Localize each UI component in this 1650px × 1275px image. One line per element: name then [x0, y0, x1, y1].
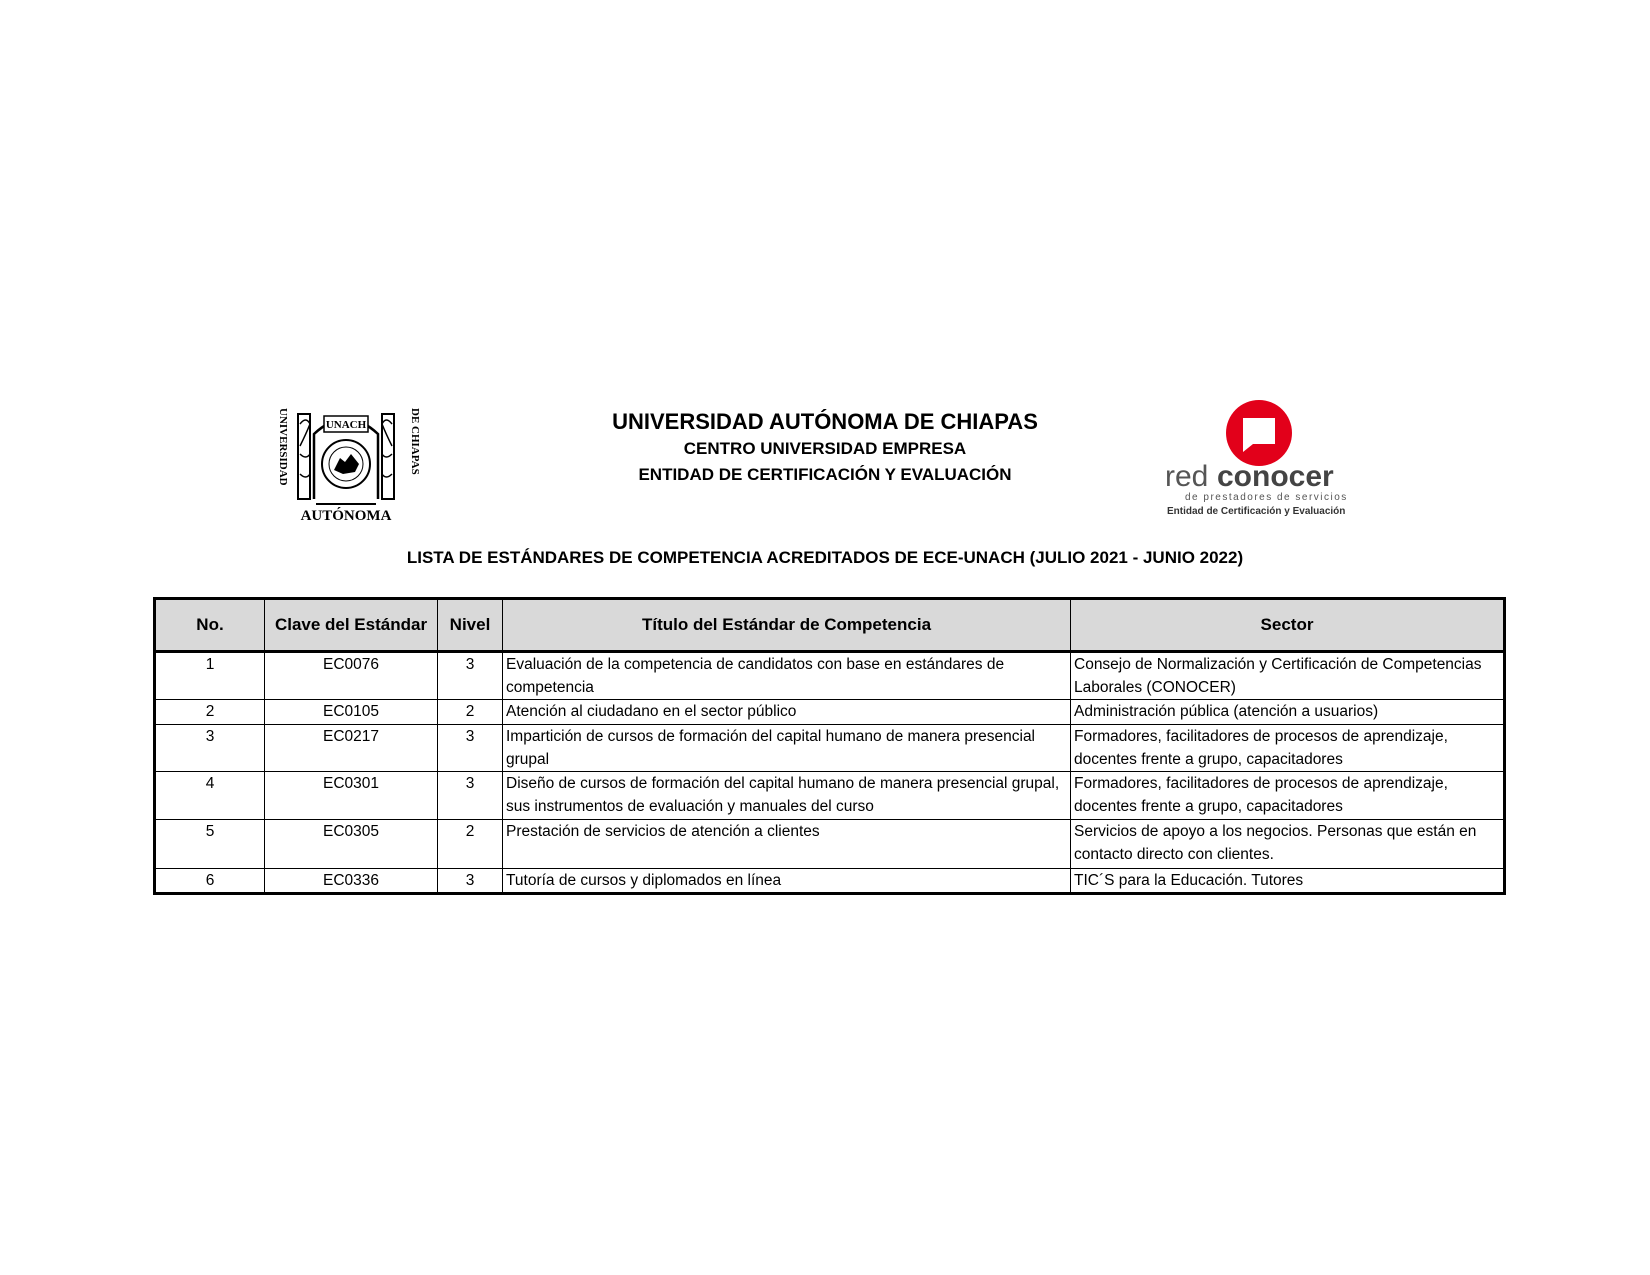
cell-no: 2 — [155, 700, 265, 725]
center-name: CENTRO UNIVERSIDAD EMPRESA — [683, 439, 967, 458]
cell-nivel: 3 — [438, 652, 503, 700]
document-header — [560, 408, 1090, 488]
cell-titulo: Evaluación de la competencia de candidatos con base en estándares de competencia — [503, 652, 1071, 700]
cell-nivel: 2 — [438, 700, 503, 725]
document-title: LISTA DE ESTÁNDARES DE COMPETENCIA ACREDITADOS DE ECE-UNACH (JULIO 2021 - JUNIO 2022) — [406, 548, 1244, 567]
table-row — [155, 820, 1505, 869]
table-header-row — [155, 599, 1505, 652]
logo-red-prefix: red — [1165, 460, 1209, 493]
cell-titulo: Prestación de servicios de atención a clientes — [503, 820, 1071, 869]
cell-sector: TIC´S para la Educación. Tutores — [1071, 869, 1505, 894]
cell-sector: Administración pública (atención a usuarios) — [1071, 700, 1505, 725]
header-nivel: Nivel — [438, 599, 503, 652]
cell-no: 4 — [155, 772, 265, 820]
cell-no: 3 — [155, 725, 265, 772]
cell-clave: EC0105 — [265, 700, 438, 725]
cell-titulo: Diseño de cursos de formación del capital humano de manera presencial grupal, sus instrumentos de evaluación y manuales del curso — [503, 772, 1071, 820]
cell-nivel: 2 — [438, 820, 503, 869]
cell-nivel: 3 — [438, 725, 503, 772]
header-clave: Clave del Estándar — [265, 599, 438, 652]
logo-red-line2: Entidad de Certificación y Evaluación — [1167, 506, 1346, 517]
cell-titulo: Tutoría de cursos y diplomados en línea — [503, 869, 1071, 894]
cell-nivel: 3 — [438, 772, 503, 820]
cell-sector: Formadores, facilitadores de procesos de aprendizaje, docentes frente a grupo, capacitadores — [1071, 772, 1505, 820]
cell-clave: EC0336 — [265, 869, 438, 894]
red-conocer-logo — [1165, 398, 1387, 520]
unach-logo — [276, 404, 421, 524]
table-row — [155, 652, 1505, 700]
cell-sector: Formadores, facilitadores de procesos de aprendizaje, docentes frente a grupo, capacitadores — [1071, 725, 1505, 772]
table-row — [155, 725, 1505, 772]
cell-sector: Servicios de apoyo a los negocios. Personas que están en contacto directo con clientes. — [1071, 820, 1505, 869]
table-row — [155, 772, 1505, 820]
cell-titulo: Atención al ciudadano en el sector público — [503, 700, 1071, 725]
table-row — [155, 869, 1505, 894]
entity-name: ENTIDAD DE CERTIFICACIÓN Y EVALUACIÓN — [638, 465, 1012, 484]
table-row — [155, 700, 1505, 725]
university-name: UNIVERSIDAD AUTÓNOMA DE CHIAPAS — [612, 409, 1038, 434]
cell-sector: Consejo de Normalización y Certificación de Competencias Laborales (CONOCER) — [1071, 652, 1505, 700]
logo-red-brand: conocer — [1217, 460, 1334, 493]
header-sector: Sector — [1071, 599, 1505, 652]
cell-clave: EC0217 — [265, 725, 438, 772]
cell-no: 6 — [155, 869, 265, 894]
cell-clave: EC0301 — [265, 772, 438, 820]
header-no: No. — [155, 599, 265, 652]
cell-no: 5 — [155, 820, 265, 869]
cell-nivel: 3 — [438, 869, 503, 894]
cell-titulo: Impartición de cursos de formación del capital humano de manera presencial grupal — [503, 725, 1071, 772]
logo-unach-shield-text: UNACH — [325, 419, 367, 431]
cell-clave: EC0305 — [265, 820, 438, 869]
standards-table — [153, 597, 1506, 895]
logo-unach-bottom-text: AUTÓNOMA — [300, 508, 392, 524]
logo-red-line1: de prestadores de servicios — [1185, 492, 1348, 503]
header-titulo: Título del Estándar de Competencia — [503, 599, 1071, 652]
logo-unach-right-text: DE CHIAPAS — [409, 408, 421, 475]
logo-unach-left-text: UNIVERSIDAD — [277, 408, 289, 486]
cell-no: 1 — [155, 652, 265, 700]
cell-clave: EC0076 — [265, 652, 438, 700]
